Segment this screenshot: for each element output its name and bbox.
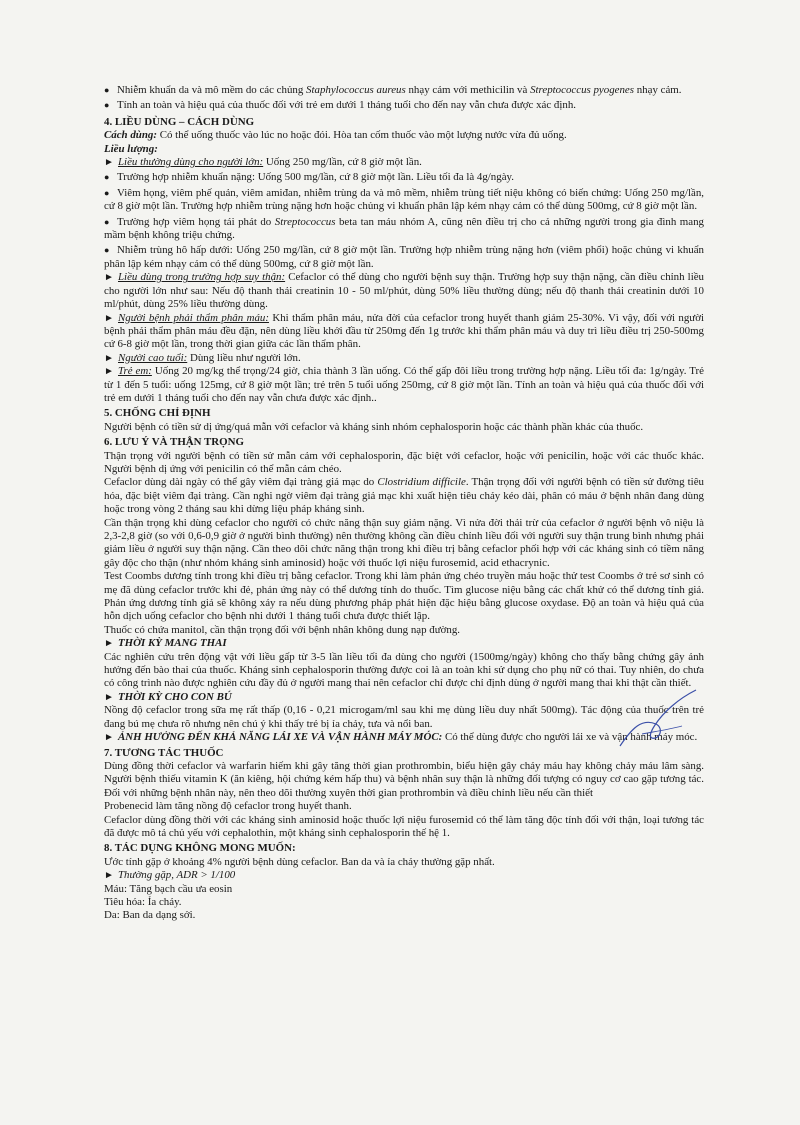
triangle-bullet-icon: ► [104,272,114,284]
precaution-paragraph-3: Cần thận trọng khi dùng cefaclor cho người có chức năng thận suy giảm nặng. Vì nửa đời thải trừ của cefaclor ở người bệnh vô niệu là 2,3-2,8 giờ (so với 0,6-0,9 giờ ở người bình thường) nên thường không cần điều chỉnh liều đối với người suy thận trung bình nhưng phải giảm liều ở người suy thận nặng. Cần theo dõi chức năng thận trong khi điều trị bằng cefaclor phối hợp với các kháng sinh có tiềm năng gây độc cho thận (như nhóm kháng sinh aminosid) hoặc với thuốc lợi niệu furosemid, acid ethacrynic. [104,516,704,569]
bullet-icon: ● [104,100,110,111]
triangle-bullet-icon: ► [104,366,114,378]
renal-dose: ► Liều dùng trong trường hợp suy thận: Cefaclor có thể dùng cho người bệnh suy thận. Trường hợp suy thận nặng, cần điều chỉnh liều cho người lớn như sau: Nếu độ thanh thải creatinin 10 - 50 ml/phút, dùng 50% liều thường dùng; nếu độ thanh thải creatinin dưới 10 ml/phút, dùng 25% liều thường dùng. [104,271,704,311]
driving-paragraph: ► ẢNH HƯỞNG ĐẾN KHẢ NĂNG LÁI XE VÀ VẬN HÀNH MÁY MÓC: Có thể dùng được cho người lái xe và vận hành máy móc. [104,731,698,744]
precaution-paragraph-5: Thuốc có chứa manitol, cần thận trọng đối với bệnh nhân không dung nạp đường. [104,623,461,636]
indication-item-skin: ● Nhiễm khuẩn da và mô mềm do các chủng Staphylococcus aureus nhạy cảm với methicilin và Streptococcus pyogenes nhạy cảm. [104,84,682,96]
bullet-icon: ● [104,216,110,227]
section-6-heading: 6. LƯU Ý VÀ THẬN TRỌNG [104,436,244,449]
dosage-label: Liều lượng: [104,142,158,155]
bullet-icon: ● [104,172,110,183]
dose-item-strep: ● Trường hợp viêm họng tái phát do Streptococcus beta tan máu nhóm A, cũng nên điều trị cho cả những người trong gia đình mang mầm bệnh không triệu chứng. [104,215,704,242]
adr-skin: Da: Ban da dạng sởi. [104,909,196,922]
signature-mark [612,688,702,758]
indication-item-safety: ● Tính an toàn và hiệu quả của thuốc đối với trẻ em dưới 1 tháng tuổi cho đến nay vẫn chưa được xác định. [104,99,576,112]
precaution-paragraph-4: Test Coombs dương tính trong khi điều trị bằng cefaclor. Trong khi làm phản ứng chéo truyền máu hoặc thử test Coombs ở trẻ sơ sinh có mẹ đã dùng cefaclor trước khi đẻ, phản ứng này có thể dương tính do thuốc. Tìm glucose niệu bằng các chất khử có thể dương tính giả. Phản ứng dương tính giả sẽ không xảy ra nếu dùng phương pháp phát hiện đặc hiệu bằng glucose oxydase. Độ an toàn và hiệu quả của hỗn dịch uống cefaclor cho bệnh nhi dưới 1 tháng tuổi chưa được thiết lập. [104,570,704,623]
interaction-paragraph-2: Probenecid làm tăng nồng độ cefaclor trong huyết thanh. [104,800,352,813]
bullet-icon: ● [104,245,110,256]
dose-item-respiratory: ● Nhiễm trùng hô hấp dưới: Uống 250 mg/lần, cứ 8 giờ một lần. Trường hợp nhiễm trùng nặng hơn (viêm phổi) hoặc chủng vi khuẩn phân lập kém nhạy cảm có thể dùng 500mg, cứ 8 giờ một lần. [104,244,704,270]
adr-digestive: Tiêu hóa: Ỉa chảy. [104,895,182,908]
bullet-icon: ● [104,85,110,95]
administration-paragraph: Cách dùng: Có thể uống thuốc vào lúc no hoặc đói. Hòa tan cốm thuốc vào một lượng nước vừa đủ uống. [104,129,567,142]
section-5-heading: 5. CHỐNG CHỈ ĐỊNH [104,407,211,420]
precaution-paragraph-1: Thận trọng với người bệnh có tiền sử mẫn cảm với cephalosporin, đặc biệt với cefaclor, hoặc với penicilin, hoặc với các thuốc khác. Người bệnh dị ứng với penicilin có thể mẫn cảm chéo. [104,449,704,475]
pregnancy-heading: ► THỜI KỲ MANG THAI [104,637,227,650]
dose-item-severe: ● Trường hợp nhiễm khuẩn nặng: Uống 500 mg/lần, cứ 8 giờ một lần. Liều tối đa là 4g/ngày. [104,171,514,184]
triangle-bullet-icon: ► [104,732,114,744]
interaction-paragraph-1: Dùng đồng thời cefaclor và warfarin hiếm khi gây tăng thời gian prothrombin, biểu hiện gây chảy máu hay không chảy máu lâm sàng. Người bệnh thiếu vitamin K (ăn kiêng, hội chứng kém hấp thu) và bệnh nhân suy thận là những đối tượng có nguy cơ cao gặp tương tác. Đối với những bệnh nhân này, nên theo dõi thường xuyên thời gian prothrombin và điều chỉnh liều nếu cần thiết [104,759,704,799]
section-8-heading: 8. TÁC DỤNG KHÔNG MONG MUỐN: [104,842,296,855]
common-adr-heading: ► Thường gặp, ADR > 1/100 [104,869,236,882]
lactation-paragraph: Nồng độ cefaclor trong sữa mẹ rất thấp (0,16 - 0,21 microgam/ml sau khi mẹ dùng liều duy nhất 500mg). Tác động của thuốc trên trẻ đang bú mẹ chưa rõ nhưng nên chú ý khi thấy trẻ bị ỉa chảy, tưa và nổi ban. [104,704,704,730]
adult-dose: ► Liều thường dùng cho người lớn: Uống 250 mg/lần, cứ 8 giờ một lần. [104,156,422,169]
triangle-bullet-icon: ► [104,157,114,169]
triangle-bullet-icon: ► [104,352,114,364]
lactation-heading: ► THỜI KỲ CHO CON BÚ [104,690,232,703]
section-4-heading: 4. LIỀU DÙNG – CÁCH DÙNG [104,115,255,128]
triangle-bullet-icon: ► [104,870,114,882]
elderly-dose: ► Người cao tuổi: Dùng liều như người lớn. [104,351,301,364]
triangle-bullet-icon: ► [104,638,114,650]
adverse-paragraph: Ước tính gặp ở khoảng 4% người bệnh dùng cefaclor. Ban da và ỉa chảy thường gặp nhất. [104,855,495,868]
pregnancy-paragraph: Các nghiên cứu trên động vật với liều gấp từ 3-5 lần liều tối đa dùng cho người (1500mg/ngày) không cho thấy bằng chứng gây ảnh hưởng đến bào thai của thuốc. Kháng sinh cephalosporin thường được coi là an toàn khi sử dụng cho phụ nữ có thai. Tuy nhiên, do chưa có công trình nào được nghiên cứu đầy đủ ở người mang thai nên cefaclor chỉ được chỉ định dùng ở người mang thai khi thật cần thiết. [104,650,704,690]
interaction-paragraph-3: Cefaclor dùng đồng thời với các kháng sinh aminosid hoặc thuốc lợi niệu furosemid có thể làm tăng độc tính đối với thận, loại tương tác đã được mô tả chủ yếu với cephalothin, một kháng sinh cephalosporin thế hệ 1. [104,813,704,839]
adr-blood: Máu: Tăng bạch cầu ưa eosin [104,882,233,895]
dose-item-throat: ● Viêm họng, viêm phế quản, viêm amiđan, nhiễm trùng da và mô mềm, nhiễm trùng tiết niệu không có biến chứng: Uống 250 mg/lần, cứ 8 giờ một lần. Trường hợp nhiễm trùng nặng hơn hoặc chủng vi khuẩn phân lập kém nhạy cảm có thể dùng 500mg, cứ 8 giờ một lần. [104,186,704,213]
precaution-paragraph-2: Cefaclor dùng dài ngày có thể gây viêm đại tràng giả mạc do Clostridium difficile. Thận trọng đối với người bệnh có tiền sử đường tiêu hóa, đặc biệt viêm đại tràng. Cần nghi ngờ viêm đại tràng giả mạc khi xuất hiện tiêu chảy kéo dài, phân có máu ở bệnh nhân đang dùng hoặc trong vòng 2 tháng sau khi dừng liệu pháp kháng sinh. [104,476,704,516]
section-7-heading: 7. TƯƠNG TÁC THUỐC [104,746,224,759]
dialysis-dose: ► Người bệnh phải thẩm phân máu: Khi thẩm phân máu, nửa đời của cefaclor trong huyết thanh giảm 25-30%. Vì vậy, đối với người bệnh phải thẩm phân máu đều đặn, nên dùng liều khởi đầu từ 250mg đến 1g trước khi thẩm phân máu và duy trì liều điều trị 250-500mg cứ 6-8 giờ một lần, trong thời gian giữa các lần thẩm phân. [104,311,704,351]
triangle-bullet-icon: ► [104,312,114,324]
child-dose: ► Trẻ em: Uống 20 mg/kg thể trọng/24 giờ, chia thành 3 lần uống. Có thể gấp đôi liều trong trường hợp nặng. Liều tối đa: 1g/ngày. Trẻ từ 1 đến 5 tuổi: uống 125mg, cứ 8 giờ một lần; trẻ trên 5 tuổi uống 250mg, cứ 8 giờ một lần. Tính an toàn và hiệu quả của thuốc đối với trẻ em dưới 1 tháng tuổi cho đến nay vẫn chưa được xác định.. [104,365,705,404]
contraindication-paragraph: Người bệnh có tiền sử dị ứng/quá mẫn với cefaclor và kháng sinh nhóm cephalosporin hoặc các thành phần khác của thuốc. [104,420,644,433]
triangle-bullet-icon: ► [104,691,114,703]
bullet-icon: ● [104,187,110,198]
